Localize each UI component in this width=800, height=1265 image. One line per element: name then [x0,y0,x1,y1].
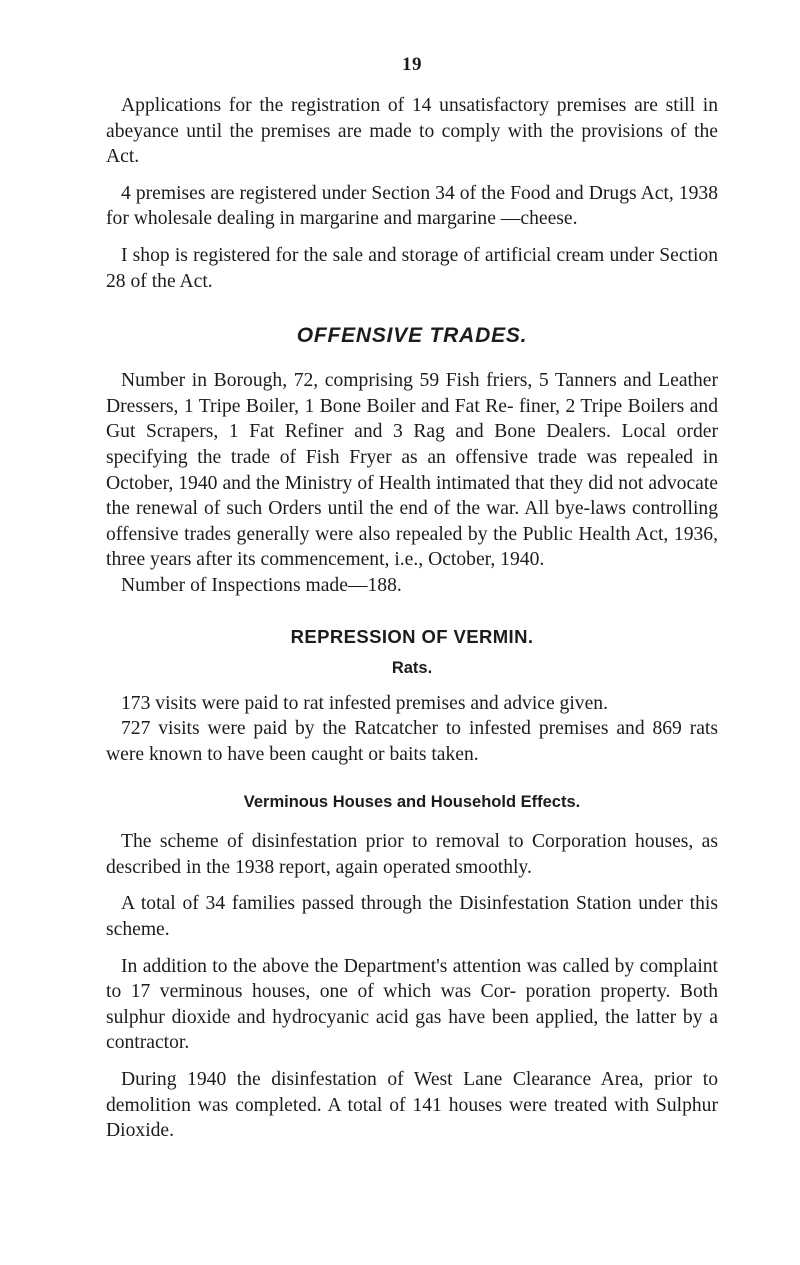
offensive-trades-section [106,324,718,598]
inspections-count: Number of Inspections made—188. [121,574,402,596]
registration-section [106,93,718,294]
registration-paragraph-3: I shop is registered for the sale and storage of artificial cream under Section 28 of the Act. [106,244,718,292]
page-number: 19 [402,54,422,75]
rats-heading: Rats. [391,658,433,677]
verminous-paragraph-3: In addition to the above the Department's attention was called by complaint to 17 verminous houses, one of which was Cor- poration property. Both sulphur dioxide and hydrocyanic acid gas have been applied, the latter by a contractor. [106,955,718,1054]
repression-of-vermin-heading: REPRESSION OF VERMIN. [290,625,534,647]
offensive-trades-paragraph: Number in Borough, 72, comprising 59 Fish friers, 5 Tanners and Leather Dressers, 1 Tripe Boiler, 1 Bone Boiler and Fat Re- finer, 2 Tripe Boilers and Gut Scrapers, 1 Fat Refiner and 3 Rag and Bone Dealers. Local order specifying the trade of Fish Fryer as an offensive trade was repealed in October, 1940 and the Ministry of Health intimated that they did not advocate the renewal of such Orders until the end of the war. All bye-laws controlling offensive trades generally were also repealed by the Public Health Act, 1936, three years after its commencement, i.e., October, 1940. [106,370,718,571]
verminous-houses-heading: Verminous Houses and Household Effects. [243,793,581,812]
verminous-paragraph-4: During 1940 the disinfestation of West Lane Clearance Area, prior to demolition was completed. A total of 141 houses were treated with Sulphur Dioxide. [106,1069,718,1142]
offensive-trades-heading: OFFENSIVE TRADES. [296,324,528,348]
rats-paragraph-1: 173 visits were paid to rat infested premises and advice given. [121,692,608,714]
verminous-paragraph-1: The scheme of disinfestation prior to removal to Corporation houses, as described in the 1938 report, again operated smoothly. [106,831,718,878]
repression-of-vermin-section [106,626,718,1144]
registration-paragraph-1: Applications for the registration of 14 unsatisfactory premises are still in abeyance until the premises are made to comply with the provisions of the Act. [106,95,718,168]
verminous-paragraph-2: A total of 34 families passed through the Disinfestation Station under this scheme. [106,893,718,941]
rats-paragraph-2: 727 visits were paid by the Ratcatcher to infested premises and 869 rats were known to have been caught or baits taken. [106,718,718,765]
document-page [106,54,718,1155]
registration-paragraph-2: 4 premises are registered under Section 34 of the Food and Drugs Act, 1938 for wholesale dealing in margarine and margarine —cheese. [106,182,718,230]
